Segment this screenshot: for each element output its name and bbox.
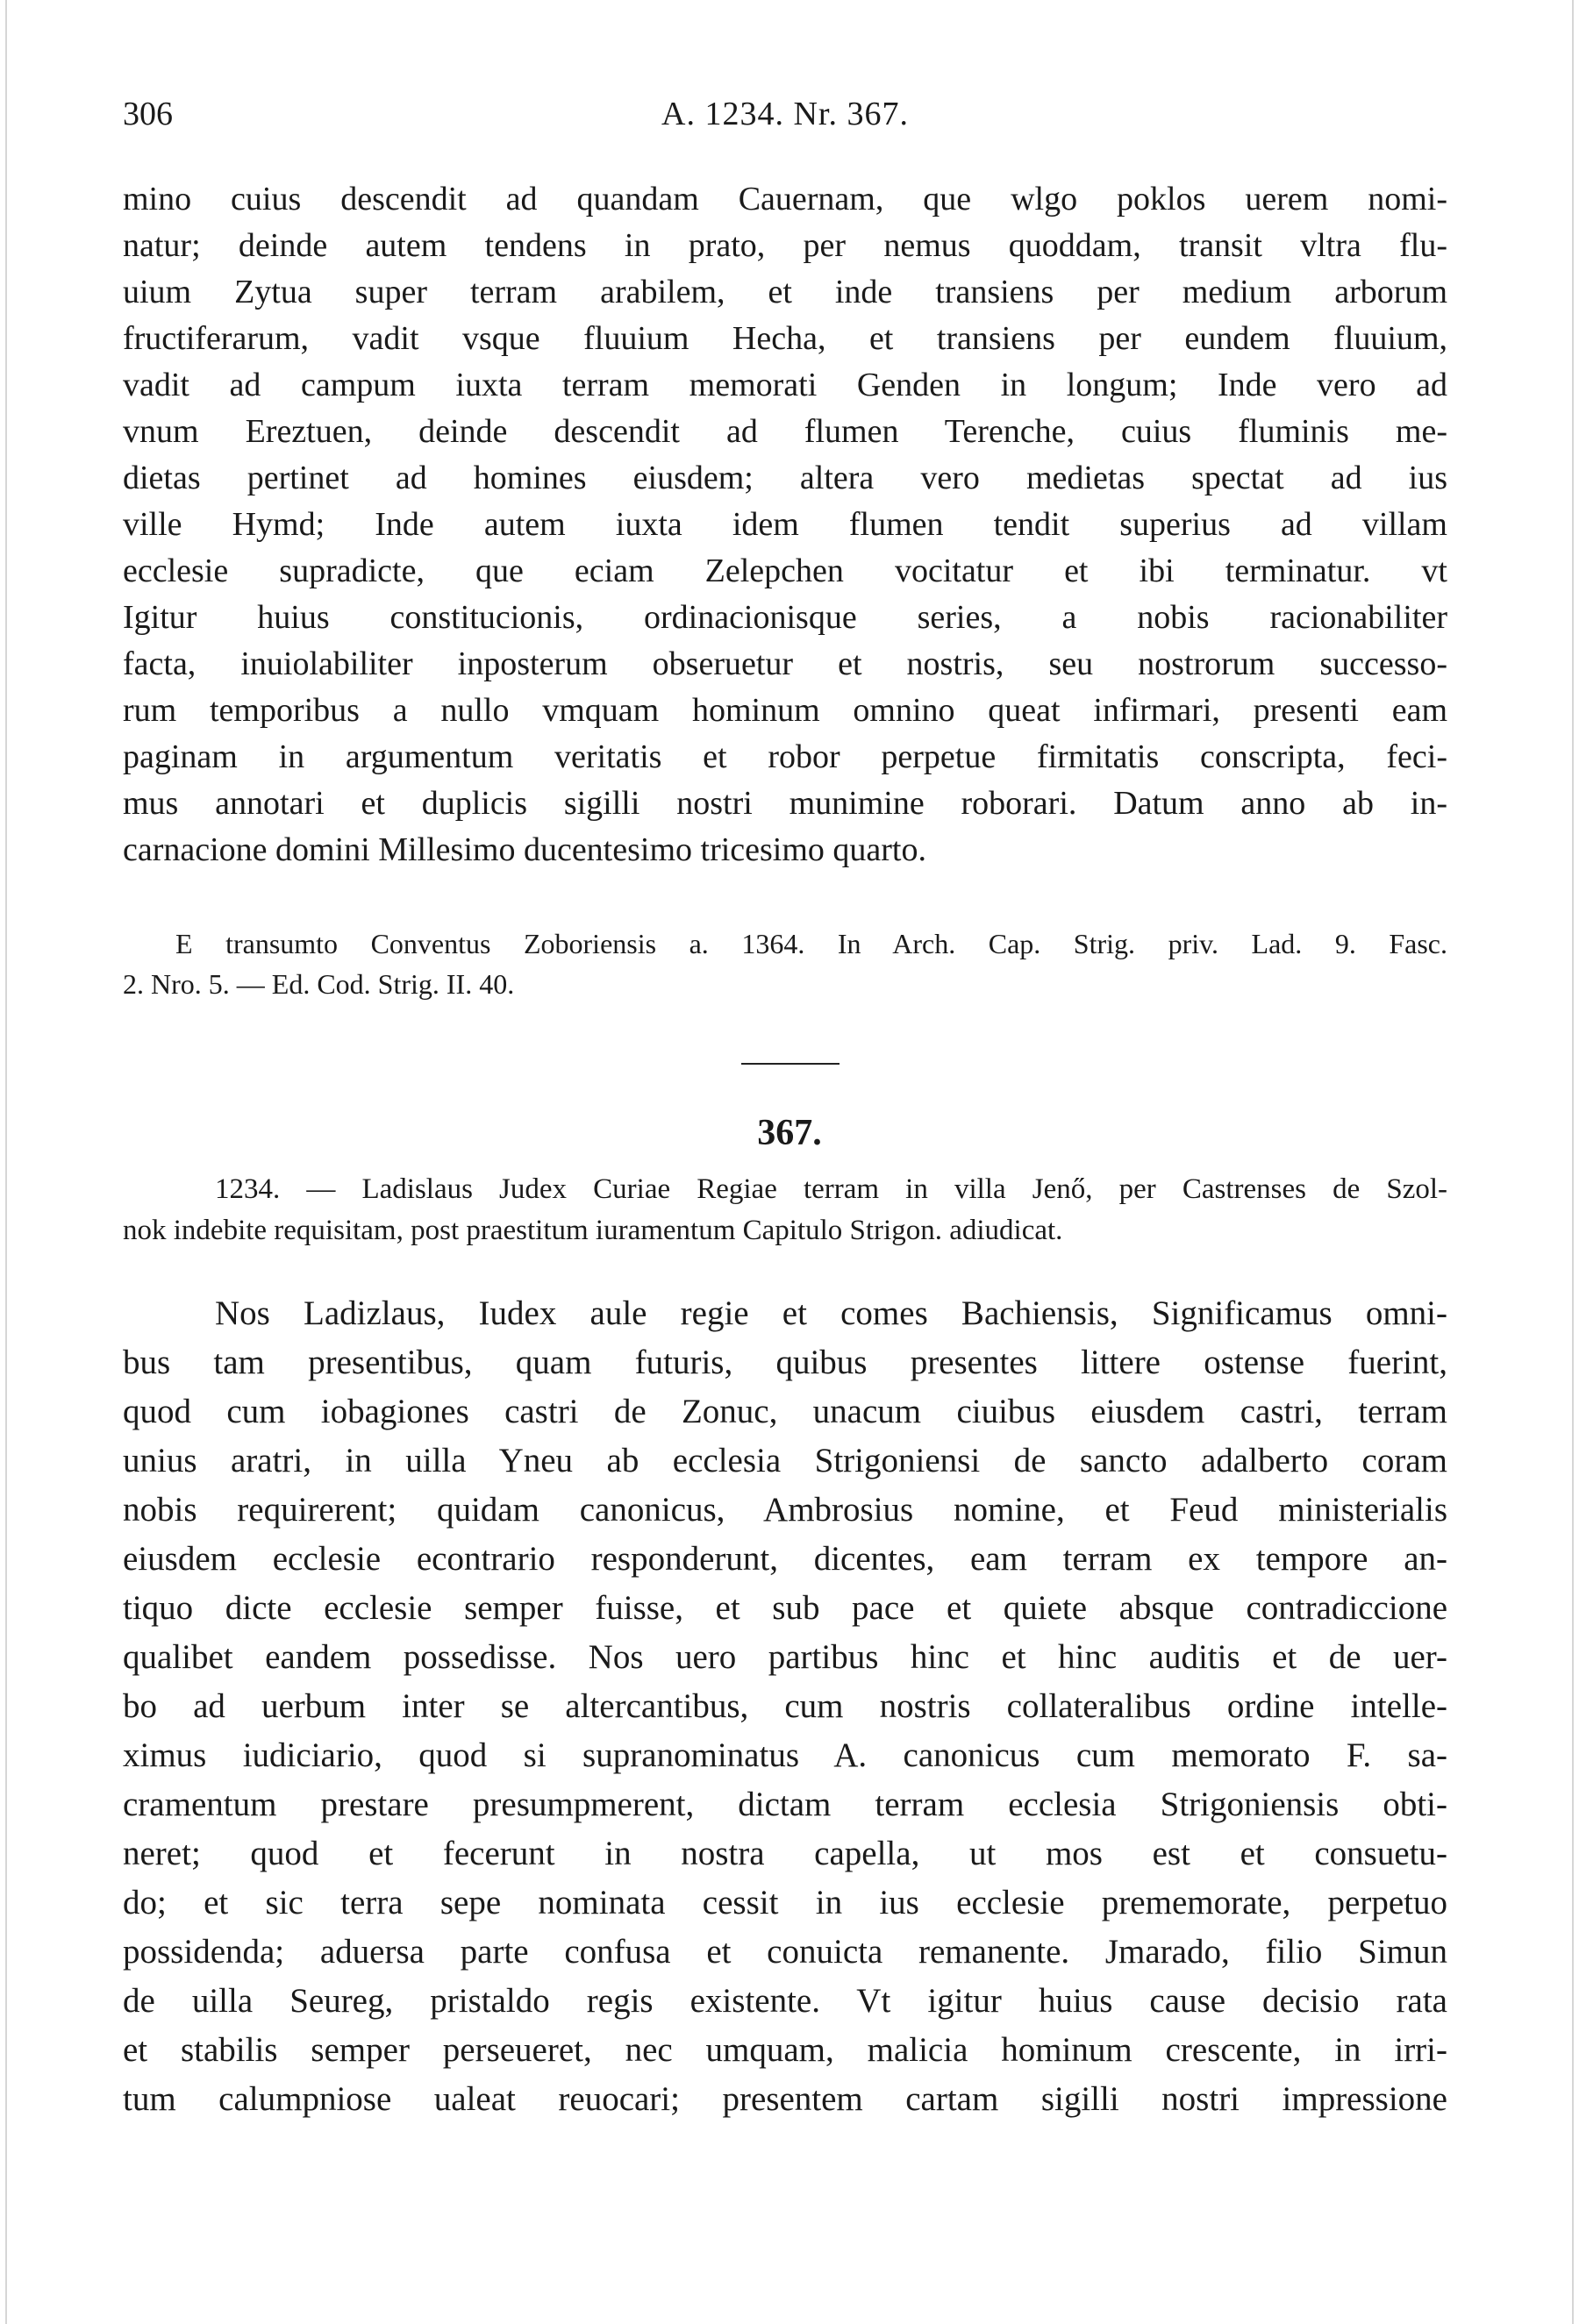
text-line: bus tam presentibus, quam futuris, quibus presentes littere ostense fuerint, xyxy=(123,1344,1447,1381)
text-line: dietas pertinet ad homines eiusdem; altera vero medietas spectat ad ius xyxy=(123,460,1447,496)
text-line: carnacione domini Millesimo ducentesimo tricesimo quarto. xyxy=(123,831,926,868)
text-line: ecclesie supradicte, que eciam Zelepchen vocitatur et ibi terminatur. vt xyxy=(123,552,1447,589)
text-line: de uilla Seureg, pristaldo regis existente. Vt igitur huius cause decisio rata xyxy=(123,1982,1447,2020)
text-line: ximus iudiciario, quod si supranominatus A. canonicus cum memorato F. sa- xyxy=(123,1736,1447,1774)
section-divider xyxy=(741,1063,840,1065)
text-line: natur; deinde autem tendens in prato, per nemus quoddam, transit vltra flu- xyxy=(123,227,1447,264)
text-line: Igitur huius constitucionis, ordinacionisque series, a nobis racionabiliter xyxy=(123,599,1447,636)
text-line: vnum Ereztuen, deinde descendit ad flumen Terenche, cuius fluminis me- xyxy=(123,413,1447,450)
text-line: unius aratri, in uilla Yneu ab ecclesia Strigoniensi de sancto adalberto coram xyxy=(123,1442,1447,1479)
text-line: et stabilis semper perseueret, nec umquam, malicia hominum crescente, in irri- xyxy=(123,2031,1447,2069)
text-line: uium Zytua super terram arabilem, et inde transiens per medium arborum xyxy=(123,274,1447,310)
text-line: do; et sic terra sepe nominata cessit in ius ecclesie prememorate, perpetuo xyxy=(123,1884,1447,1921)
summary-line: 1234. — Ladislaus Judex Curiae Regiae terram in villa Jenő, per Castrenses de Szol- xyxy=(215,1173,1447,1205)
text-line: fructiferarum, vadit vsque fluuium Hecha, et transiens per eundem fluuium, xyxy=(123,320,1447,357)
text-line: Nos Ladizlaus, Iudex aule regie et comes Bachiensis, Significamus omni- xyxy=(215,1294,1447,1332)
note-line: E transumto Conventus Zoboriensis a. 1364. In Arch. Cap. Strig. priv. Lad. 9. Fasc. xyxy=(175,928,1447,959)
running-title: A. 1234. Nr. 367. xyxy=(661,96,909,132)
text-line: possidenda; aduersa parte confusa et conuicta remanente. Jmarado, filio Simun xyxy=(123,1933,1447,1971)
summary-line: nok indebite requisitam, post praestitum iuramentum Capitulo Strigon. adiudicat. xyxy=(123,1215,1063,1246)
text-line: mino cuius descendit ad quandam Cauernam, que wlgo poklos uerem nomi- xyxy=(123,181,1447,217)
page-header xyxy=(123,95,1447,139)
text-line: nobis requirerent; quidam canonicus, Ambrosius nomine, et Feud ministerialis xyxy=(123,1491,1447,1529)
text-line: qualibet eandem possedisse. Nos uero partibus hinc et hinc auditis et de uer- xyxy=(123,1638,1447,1676)
text-line: ville Hymd; Inde autem iuxta idem flumen tendit superius ad villam xyxy=(123,506,1447,543)
scan-edge-right xyxy=(1572,0,1574,2324)
text-line: vadit ad campum iuxta terram memorati Genden in longum; Inde vero ad xyxy=(123,367,1447,403)
text-line: tiquo dicte ecclesie semper fuisse, et sub pace et quiete absque contradiccione xyxy=(123,1589,1447,1627)
page-number: 306 xyxy=(123,96,173,132)
note-line: 2. Nro. 5. — Ed. Cod. Strig. II. 40. xyxy=(123,968,515,1000)
text-line: tum calumpniose ualeat reuocari; presentem cartam sigilli nostri impressione xyxy=(123,2080,1447,2118)
text-line: neret; quod et fecerunt in nostra capella, ut mos est et consuetu- xyxy=(123,1835,1447,1872)
text-line: paginam in argumentum veritatis et robor perpetue firmitatis conscripta, feci- xyxy=(123,738,1447,775)
text-line: cramentum prestare presumpmerent, dictam terram ecclesia Strigoniensis obti- xyxy=(123,1786,1447,1823)
text-line: rum temporibus a nullo vmquam hominum omnino queat infirmari, presenti eam xyxy=(123,692,1447,729)
scan-edge-left xyxy=(5,0,7,2324)
text-line: eiusdem ecclesie econtrario responderunt, dicentes, eam terram ex tempore an- xyxy=(123,1540,1447,1578)
document-number: 367. xyxy=(757,1113,822,1153)
text-line: facta, inuiolabiliter inposterum obseruetur et nostris, seu nostrorum successo- xyxy=(123,645,1447,682)
text-line: quod cum iobagiones castri de Zonuc, unacum ciuibus eiusdem castri, terram xyxy=(123,1393,1447,1430)
text-line: bo ad uerbum inter se altercantibus, cum nostris collateralibus ordine intelle- xyxy=(123,1687,1447,1725)
text-line: mus annotari et duplicis sigilli nostri munimine roborari. Datum anno ab in- xyxy=(123,785,1447,822)
